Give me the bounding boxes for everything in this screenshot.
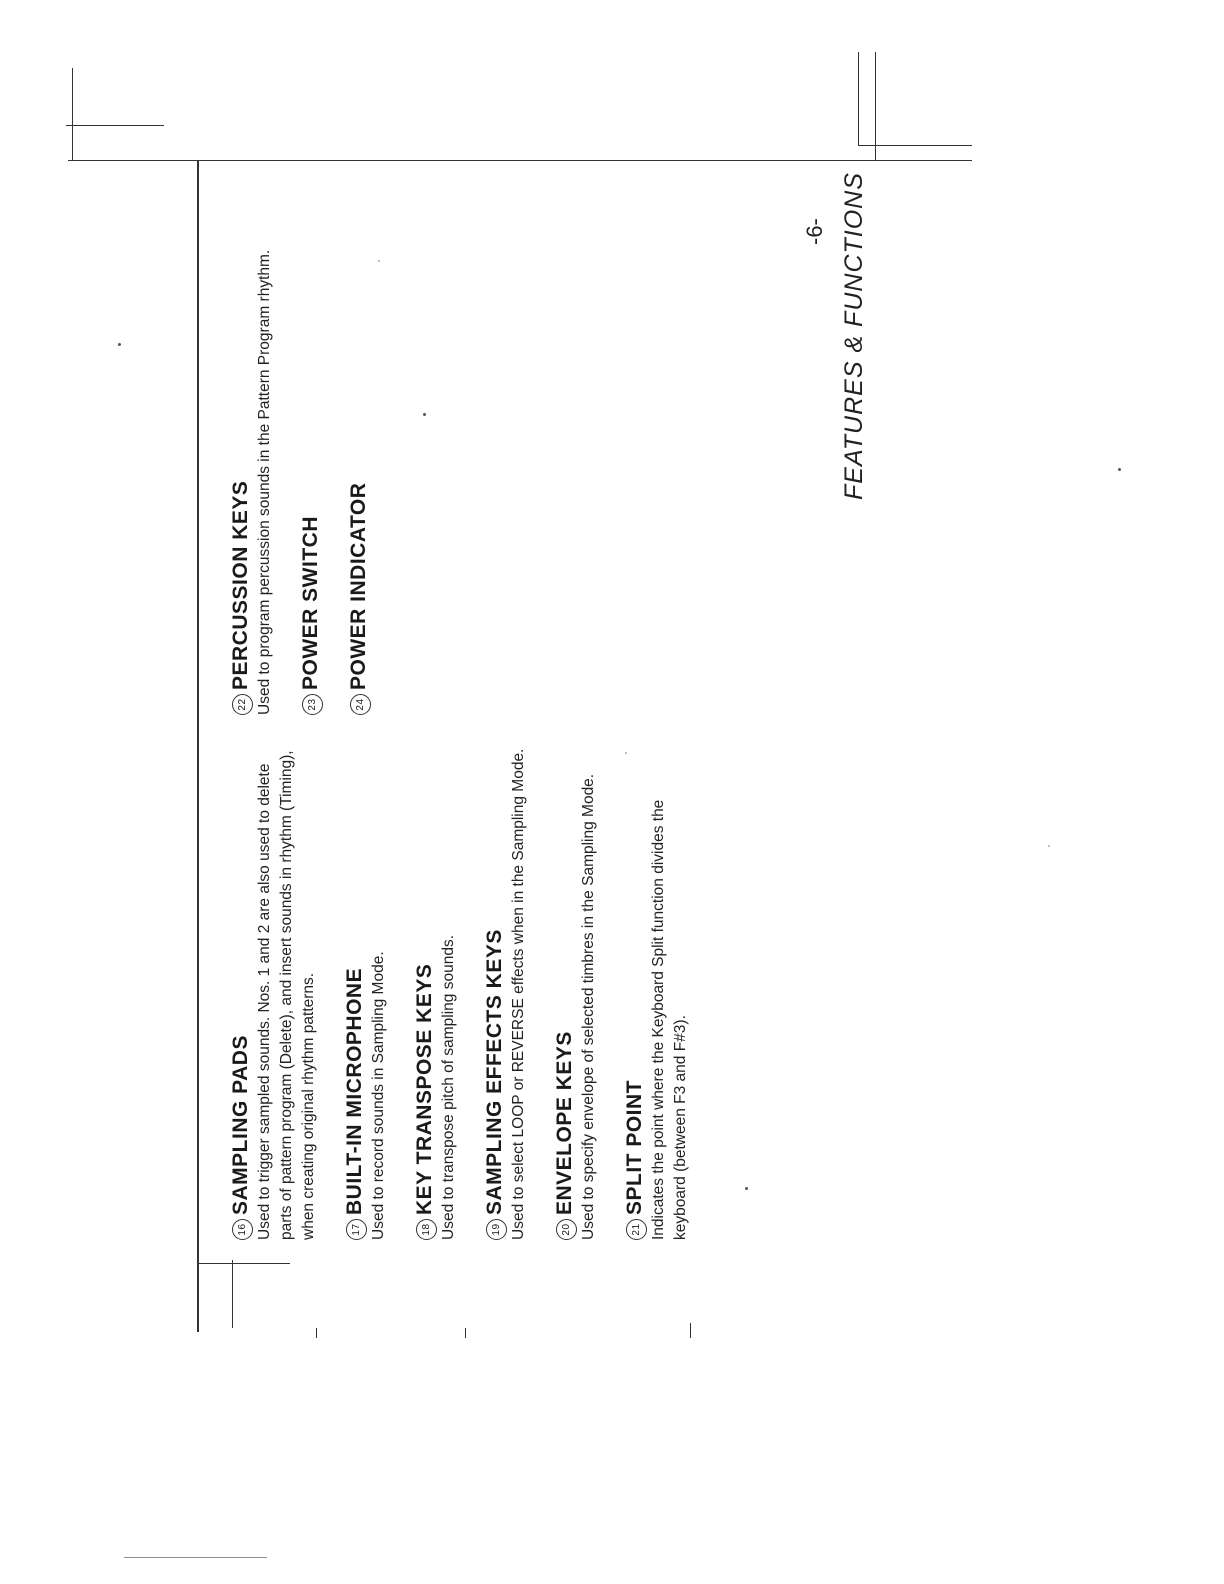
rotated-page-content [200,10,980,1260]
feature-key-transpose-keys [412,740,460,1240]
features-left-column [228,740,714,1240]
frame-tick-bottom [690,1323,691,1338]
feature-built-in-microphone [342,740,390,1240]
feature-description: Used to record sounds in Sampling Mode. [370,951,387,1240]
feature-heading [346,215,372,715]
feature-number-badge: 23 [302,694,323,715]
feature-number-badge: 18 [416,1219,437,1240]
crop-mark-bl-horizontal [198,1263,290,1264]
feature-power-switch [298,215,324,715]
feature-percussion-keys [228,215,276,715]
feature-heading [298,215,324,715]
feature-heading [482,740,508,1240]
section-title: FEATURES & FUNCTIONS [840,172,868,500]
bottom-blue-rule [124,1557,267,1558]
scan-speck [1048,845,1050,847]
feature-number-badge: 22 [232,694,253,715]
feature-number-badge: 16 [232,1219,253,1240]
feature-number-badge: 20 [556,1219,577,1240]
feature-power-indicator [346,215,372,715]
feature-sampling-effects-keys [482,740,530,1240]
feature-title: POWER SWITCH [299,516,322,690]
feature-description: Used to trigger sampled sounds. Nos. 1 and 2 are also used to delete parts of pattern program (Delete), and insert sounds in rhythm (Timing), when creating original rhythm patterns. [256,750,317,1240]
feature-heading [228,215,254,715]
feature-heading [622,740,648,1240]
feature-description: Used to specify envelope of selected timbres in the Sampling Mode. [580,773,597,1240]
feature-description: Used to transpose pitch of sampling sounds. [440,934,457,1240]
feature-title: KEY TRANSPOSE KEYS [413,963,436,1215]
feature-split-point [622,740,692,1240]
feature-number-badge: 24 [350,694,371,715]
feature-envelope-keys [552,740,600,1240]
frame-tick-bottom-3 [465,1328,466,1338]
feature-heading [412,740,438,1240]
feature-title: SAMPLING PADS [229,1035,252,1215]
features-right-column [228,215,394,715]
feature-sampling-pads [228,740,320,1240]
crop-mark-bl-vertical [232,1260,233,1328]
feature-number-badge: 21 [626,1219,647,1240]
feature-description: Used to select LOOP or REVERSE effects when in the Sampling Mode. [510,748,527,1240]
feature-title: BUILT-IN MICROPHONE [343,967,366,1215]
feature-description: Indicates the point where the Keyboard Split function divides the keyboard (between F3 and F#3). [650,799,689,1240]
scan-speck [118,343,121,346]
feature-description: Used to program percussion sounds in the Pattern Program rhythm. [256,249,273,715]
frame-tick-bottom-2 [316,1328,317,1338]
feature-number-badge: 17 [346,1219,367,1240]
crop-mark-tl-vertical [72,68,73,160]
feature-heading [228,740,254,1240]
feature-title: SPLIT POINT [623,1079,646,1215]
feature-heading [552,740,578,1240]
page-number: -6- [802,218,827,245]
feature-number-badge: 19 [486,1219,507,1240]
frame-line-left [197,160,199,1332]
crop-mark-tl-horizontal [66,125,164,126]
feature-title: ENVELOPE KEYS [553,1031,576,1215]
feature-heading [342,740,368,1240]
feature-title: SAMPLING EFFECTS KEYS [483,929,506,1215]
scan-speck [1118,468,1121,471]
feature-title: POWER INDICATOR [347,482,370,690]
feature-title: PERCUSSION KEYS [229,480,252,690]
